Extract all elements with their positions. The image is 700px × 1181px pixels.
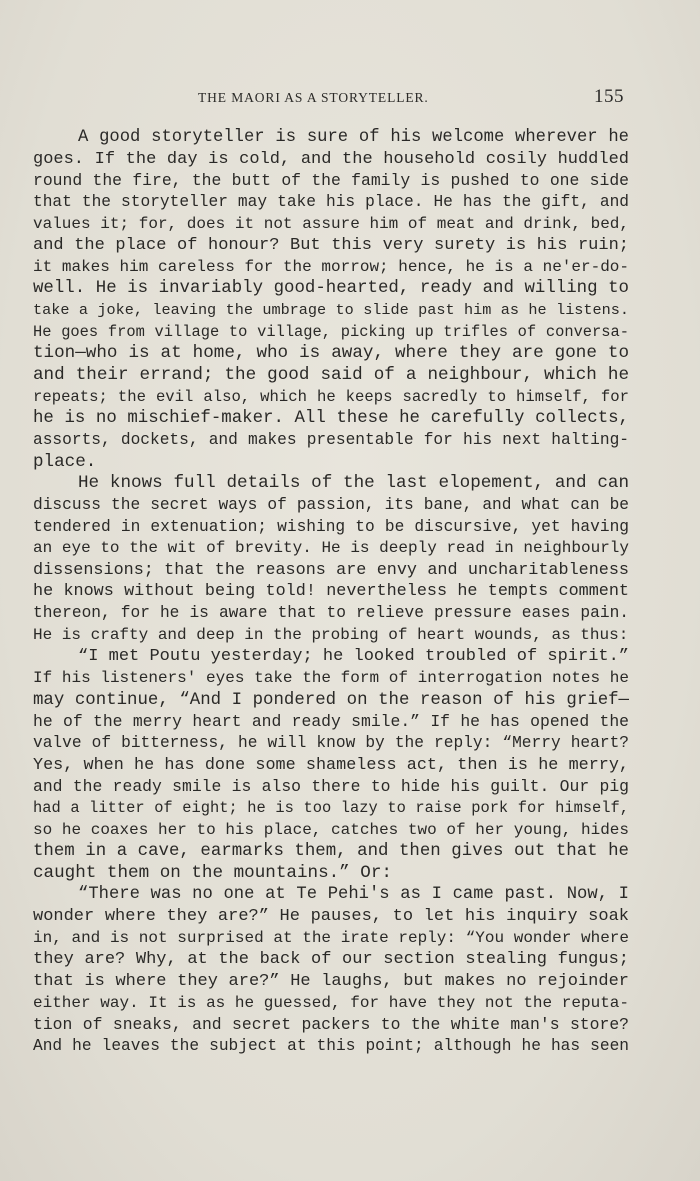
text-line: tendered in extenuation; wishing to be discursive, yet having <box>33 517 629 536</box>
text-line: and their errand; the good said of a neighbour, which he <box>33 365 629 386</box>
text-line: He is crafty and deep in the probing of heart wounds, as thus: <box>33 625 629 644</box>
text-line: wonder where they are?” He pauses, to let his inquiry soak <box>33 907 629 927</box>
text-line: had a litter of eight; he is too lazy to raise pork for himself, <box>33 798 629 817</box>
text-line: well. He is invariably good-hearted, ready and willing to <box>33 279 629 299</box>
text-line: goes. If the day is cold, and the household cosily huddled <box>33 149 629 169</box>
page-number: 155 <box>594 86 624 107</box>
text-line: take a joke, leaving the umbrage to slide past him as he listens. <box>33 301 629 320</box>
text-line: thereon, for he is aware that to relieve pressure eases pain. <box>33 604 629 623</box>
text-line: values it; for, does it not assure him of meat and drink, bed, <box>33 214 629 233</box>
running-header <box>0 88 700 112</box>
text-line: He knows full details of the last elopement, and can <box>78 473 629 494</box>
text-line: he of the merry heart and ready smile.” If he has opened the <box>33 712 629 732</box>
text-line: and the place of honour? But this very surety is his ruin; <box>33 236 629 256</box>
text-line: that the storyteller may take his place. He has the gift, and <box>33 192 629 211</box>
text-line: valve of bitterness, he will know by the reply: “Merry heart? <box>33 733 629 752</box>
text-line: either way. It is as he guessed, for have they not the reputa- <box>33 993 629 1012</box>
text-line: “There was no one at Te Pehi's as I came past. Now, I <box>78 885 629 905</box>
text-line: round the fire, the butt of the family is pushed to one side <box>33 171 629 191</box>
text-line: so he coaxes her to his place, catches two of her young, hides <box>33 820 629 839</box>
text-line: an eye to the wit of brevity. He is deeply read in neighbourly <box>33 539 629 558</box>
text-line: tion of sneaks, and secret packers to the white man's store? <box>33 1015 629 1035</box>
text-line: He goes from village to village, picking up trifles of conversa- <box>33 322 629 341</box>
text-line: and the ready smile is also there to hide his guilt. Our pig <box>33 777 629 797</box>
text-line: in, and is not surprised at the irate reply: “You wonder where <box>33 928 629 947</box>
text-line: them in a cave, earmarks them, and then gives out that he <box>33 842 629 862</box>
text-line: “I met Poutu yesterday; he looked troubled of spirit.” <box>78 647 629 667</box>
text-line: it makes him careless for the morrow; hence, he is a ne'er-do- <box>33 257 629 276</box>
text-line: caught them on the mountains.” Or: <box>33 862 392 883</box>
running-title: THE MAORI AS A STORYTELLER. <box>198 90 429 105</box>
text-line: Yes, when he has done some shameless act, then is he merry, <box>33 755 629 775</box>
text-line: A good storyteller is sure of his welcome wherever he <box>78 128 629 147</box>
text-line: If his listeners' eyes take the form of interrogation notes he <box>33 669 629 688</box>
text-line: place. <box>33 451 97 472</box>
text-line: they are? Why, at the back of our section stealing fungus; <box>33 950 629 970</box>
text-line: assorts, dockets, and makes presentable for his next halting- <box>33 430 629 449</box>
text-line: tion—who is at home, who is away, where they are gone to <box>33 343 629 364</box>
text-line: dissensions; that the reasons are envy and uncharitableness <box>33 560 629 580</box>
text-line: he knows without being told! nevertheless he tempts comment <box>33 582 629 602</box>
text-line: repeats; the evil also, which he keeps sacredly to himself, for <box>33 387 629 406</box>
body-text <box>33 127 629 1058</box>
text-line: he is no mischief-maker. All these he carefully collects, <box>33 409 629 429</box>
text-line: discuss the secret ways of passion, its bane, and what can be <box>33 495 629 514</box>
text-line: may continue, “And I pondered on the reason of his grief— <box>33 690 629 710</box>
text-line: that is where they are?” He laughs, but makes no rejoinder <box>33 971 629 991</box>
text-line: And he leaves the subject at this point; although he has seen <box>33 1036 629 1055</box>
